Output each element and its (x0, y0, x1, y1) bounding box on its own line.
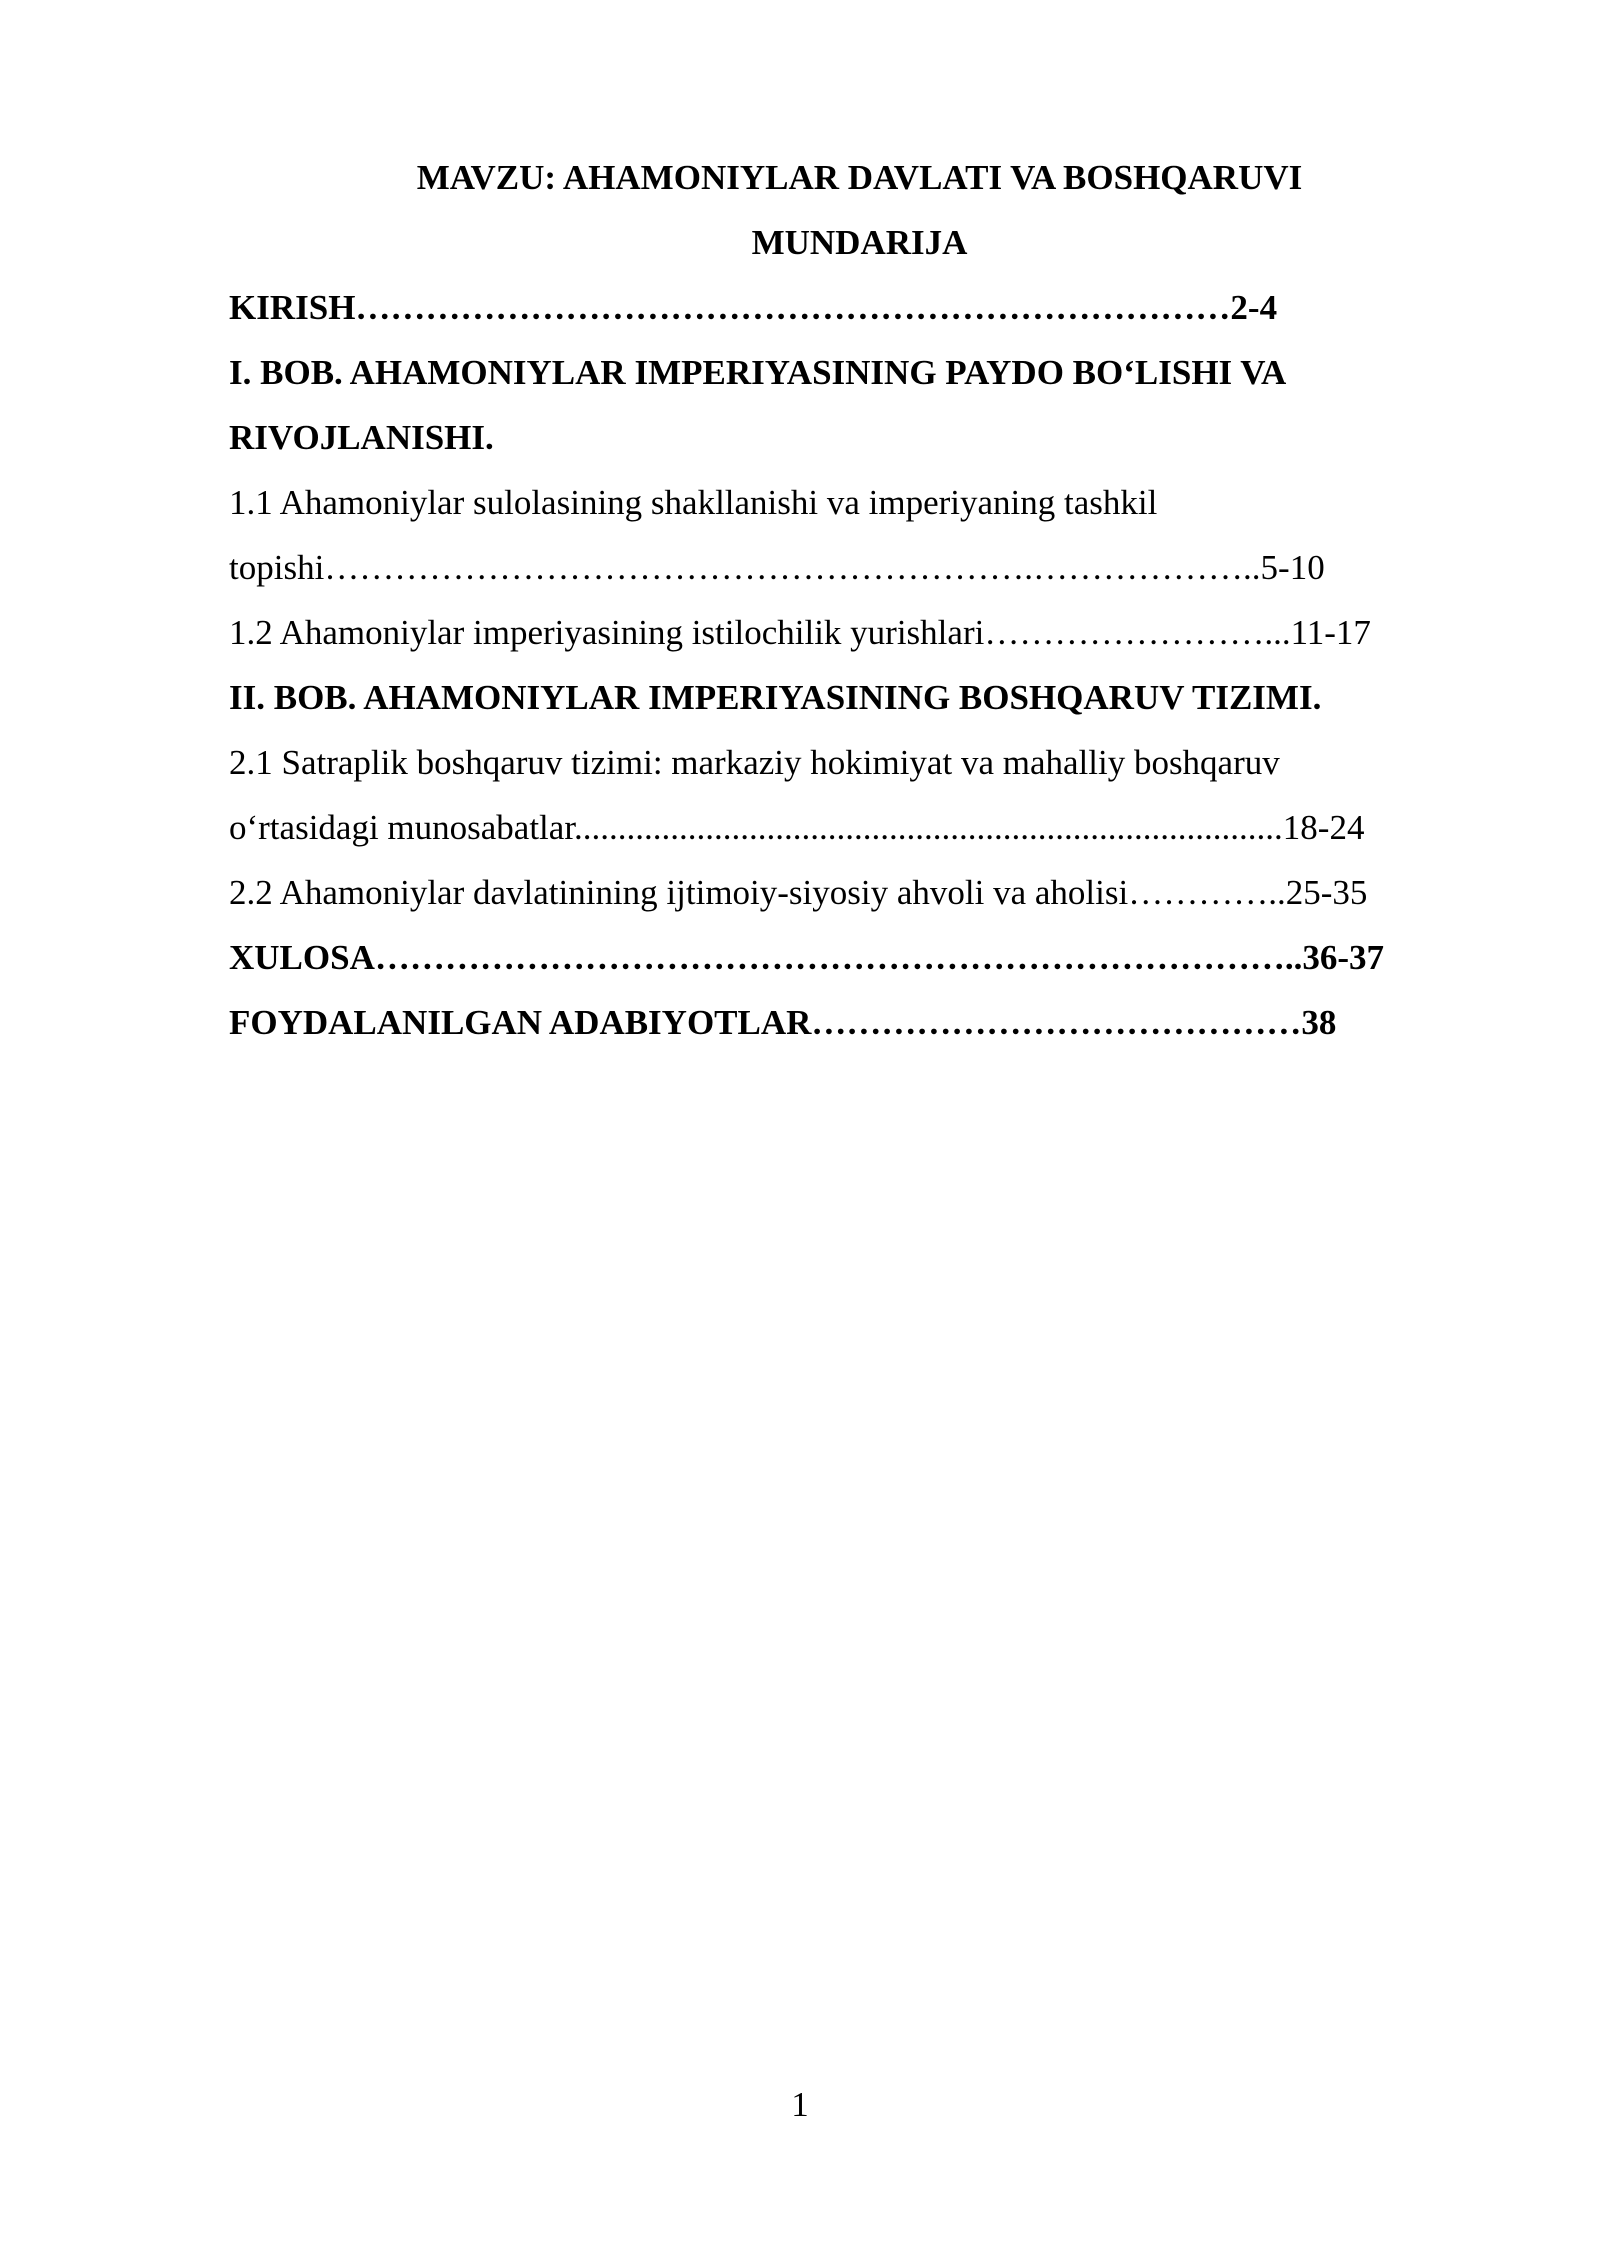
toc-chapter-1-heading-line-2: RIVOJLANISHI. (229, 418, 494, 457)
toc-chapter-2-heading: II. BOB. AHAMONIYLAR IMPERIYASINING BOSHQARUV TIZIMI. (229, 678, 1322, 717)
toc-section-2-2: 2.2 Ahamoniylar davlatinining ijtimoiy-siyosiy ahvoli va aholisi…………..25-35 (229, 873, 1368, 912)
toc-entry-adabiyotlar: FOYDALANILGAN ADABIYOTLAR……………………………………38 (229, 1003, 1337, 1042)
toc-section-1-1-line-1: 1.1 Ahamoniylar sulolasining shakllanishi va imperiyaning tashkil (229, 483, 1158, 522)
toc-entry-kirish: KIRISH…………………………………………………………………2-4 (229, 288, 1278, 327)
toc-heading: MUNDARIJA (751, 223, 968, 262)
toc-section-2-1-line-1: 2.1 Satraplik boshqaruv tizimi: markaziy hokimiyat va mahalliy boshqaruv (229, 743, 1280, 782)
document-content (229, 145, 1479, 1055)
toc-section-1-1-line-2: topishi…………………………………………………….………………..5-10 (229, 548, 1325, 587)
toc-chapter-1-heading-line-1: I. BOB. AHAMONIYLAR IMPERIYASINING PAYDO BO‘LISHI VA (229, 353, 1287, 392)
page-number: 1 (791, 2085, 809, 2124)
toc-section-2-1-line-2: o‘rtasidagi munosabatlar.................................................................................18-24 (229, 808, 1365, 847)
toc-entry-xulosa: XULOSA……………………………………………………………………..36-37 (229, 938, 1385, 977)
document-title: MAVZU: AHAMONIYLAR DAVLATI VA BOSHQARUVI (416, 158, 1303, 197)
toc-section-1-2: 1.2 Ahamoniylar imperiyasining istilochilik yurishlari……………………...11-17 (229, 613, 1371, 652)
